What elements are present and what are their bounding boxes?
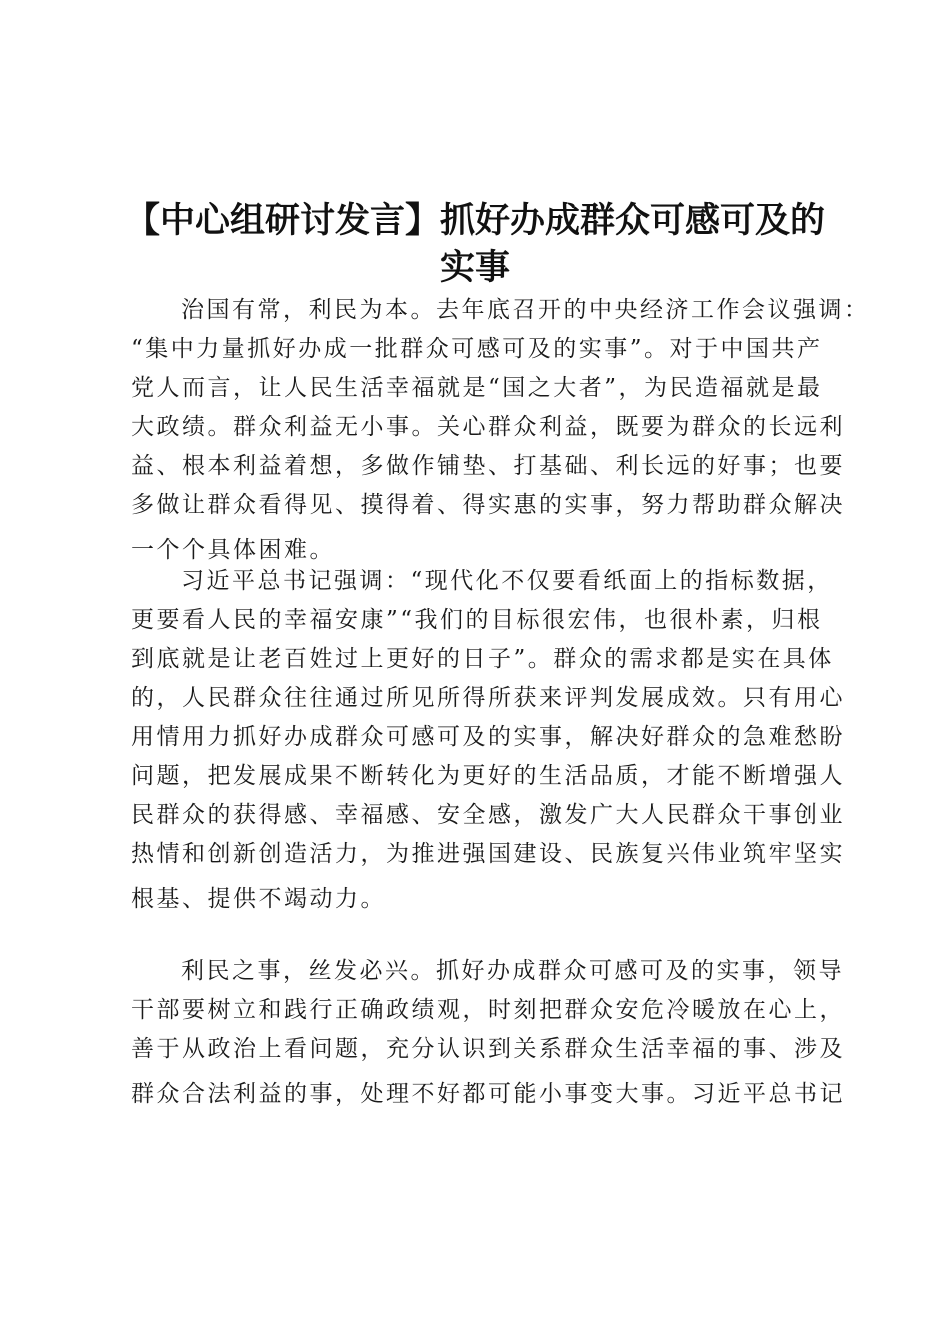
title-line-2: 实事 — [439, 248, 510, 288]
paragraph-line: 根基、提供不竭动力。 — [131, 886, 386, 912]
paragraph-3 — [131, 952, 845, 1114]
paragraph-line: 大政绩。群众利益无小事。关心群众利益，既要为群众的长远利 — [131, 414, 845, 440]
paragraph-line: 善于从政治上看问题，充分认识到关系群众生活幸福的事、涉及 — [131, 1036, 845, 1062]
paragraph-line: 的，人民群众往往通过所见所得所获来评判发展成效。只有用心 — [131, 685, 845, 711]
paragraph-line: 民群众的获得感、幸福感、安全感，激发广大人民群众干事创业 — [131, 802, 845, 828]
paragraph-line: 更要看人民的幸福安康”“我们的目标很宏伟，也很朴素，归根 — [131, 607, 823, 633]
paragraph-line: 多做让群众看得见、摸得着、得实惠的实事，努力帮助群众解决 — [131, 492, 845, 518]
paragraph-line: 利民之事，丝发必兴。抓好办成群众可感可及的实事，领导 — [181, 958, 844, 984]
paragraph-line: 一个个具体困难。 — [131, 537, 335, 563]
paragraph-line: 群众合法利益的事，处理不好都可能小事变大事。习近平总书记 — [131, 1081, 845, 1107]
document-title — [110, 198, 840, 292]
paragraph-line: 治国有常，利民为本。去年底召开的中央经济工作会议强调： — [181, 297, 870, 323]
title-line-1: 【中心组研讨发言】抓好办成群众可感可及的 — [124, 201, 825, 241]
paragraph-line: 问题，把发展成果不断转化为更好的生活品质，才能不断增强人 — [131, 763, 845, 789]
paragraph-line: 干部要树立和践行正确政绩观，时刻把群众安危冷暖放在心上， — [131, 997, 845, 1023]
paragraph-line: 习近平总书记强调：“现代化不仅要看纸面上的指标数据， — [181, 568, 833, 594]
paragraph-line: 党人而言，让人民生活幸福就是“国之大者”，为民造福就是最 — [131, 375, 823, 401]
paragraph-line: 益、根本利益着想，多做作铺垫、打基础、利长远的好事；也要 — [131, 453, 845, 479]
paragraph-2 — [131, 562, 845, 919]
paragraph-line: 到底就是让老百姓过上更好的日子”。群众的需求都是实在具体 — [131, 646, 834, 672]
paragraph-line: 热情和创新创造活力，为推进强国建设、民族复兴伟业筑牢坚实 — [131, 841, 845, 867]
paragraph-line: 用情用力抓好办成群众可感可及的实事，解决好群众的急难愁盼 — [131, 724, 845, 750]
paragraph-1 — [131, 291, 870, 570]
paragraph-line: “集中力量抓好办成一批群众可感可及的实事”。对于中国共产 — [131, 336, 823, 362]
